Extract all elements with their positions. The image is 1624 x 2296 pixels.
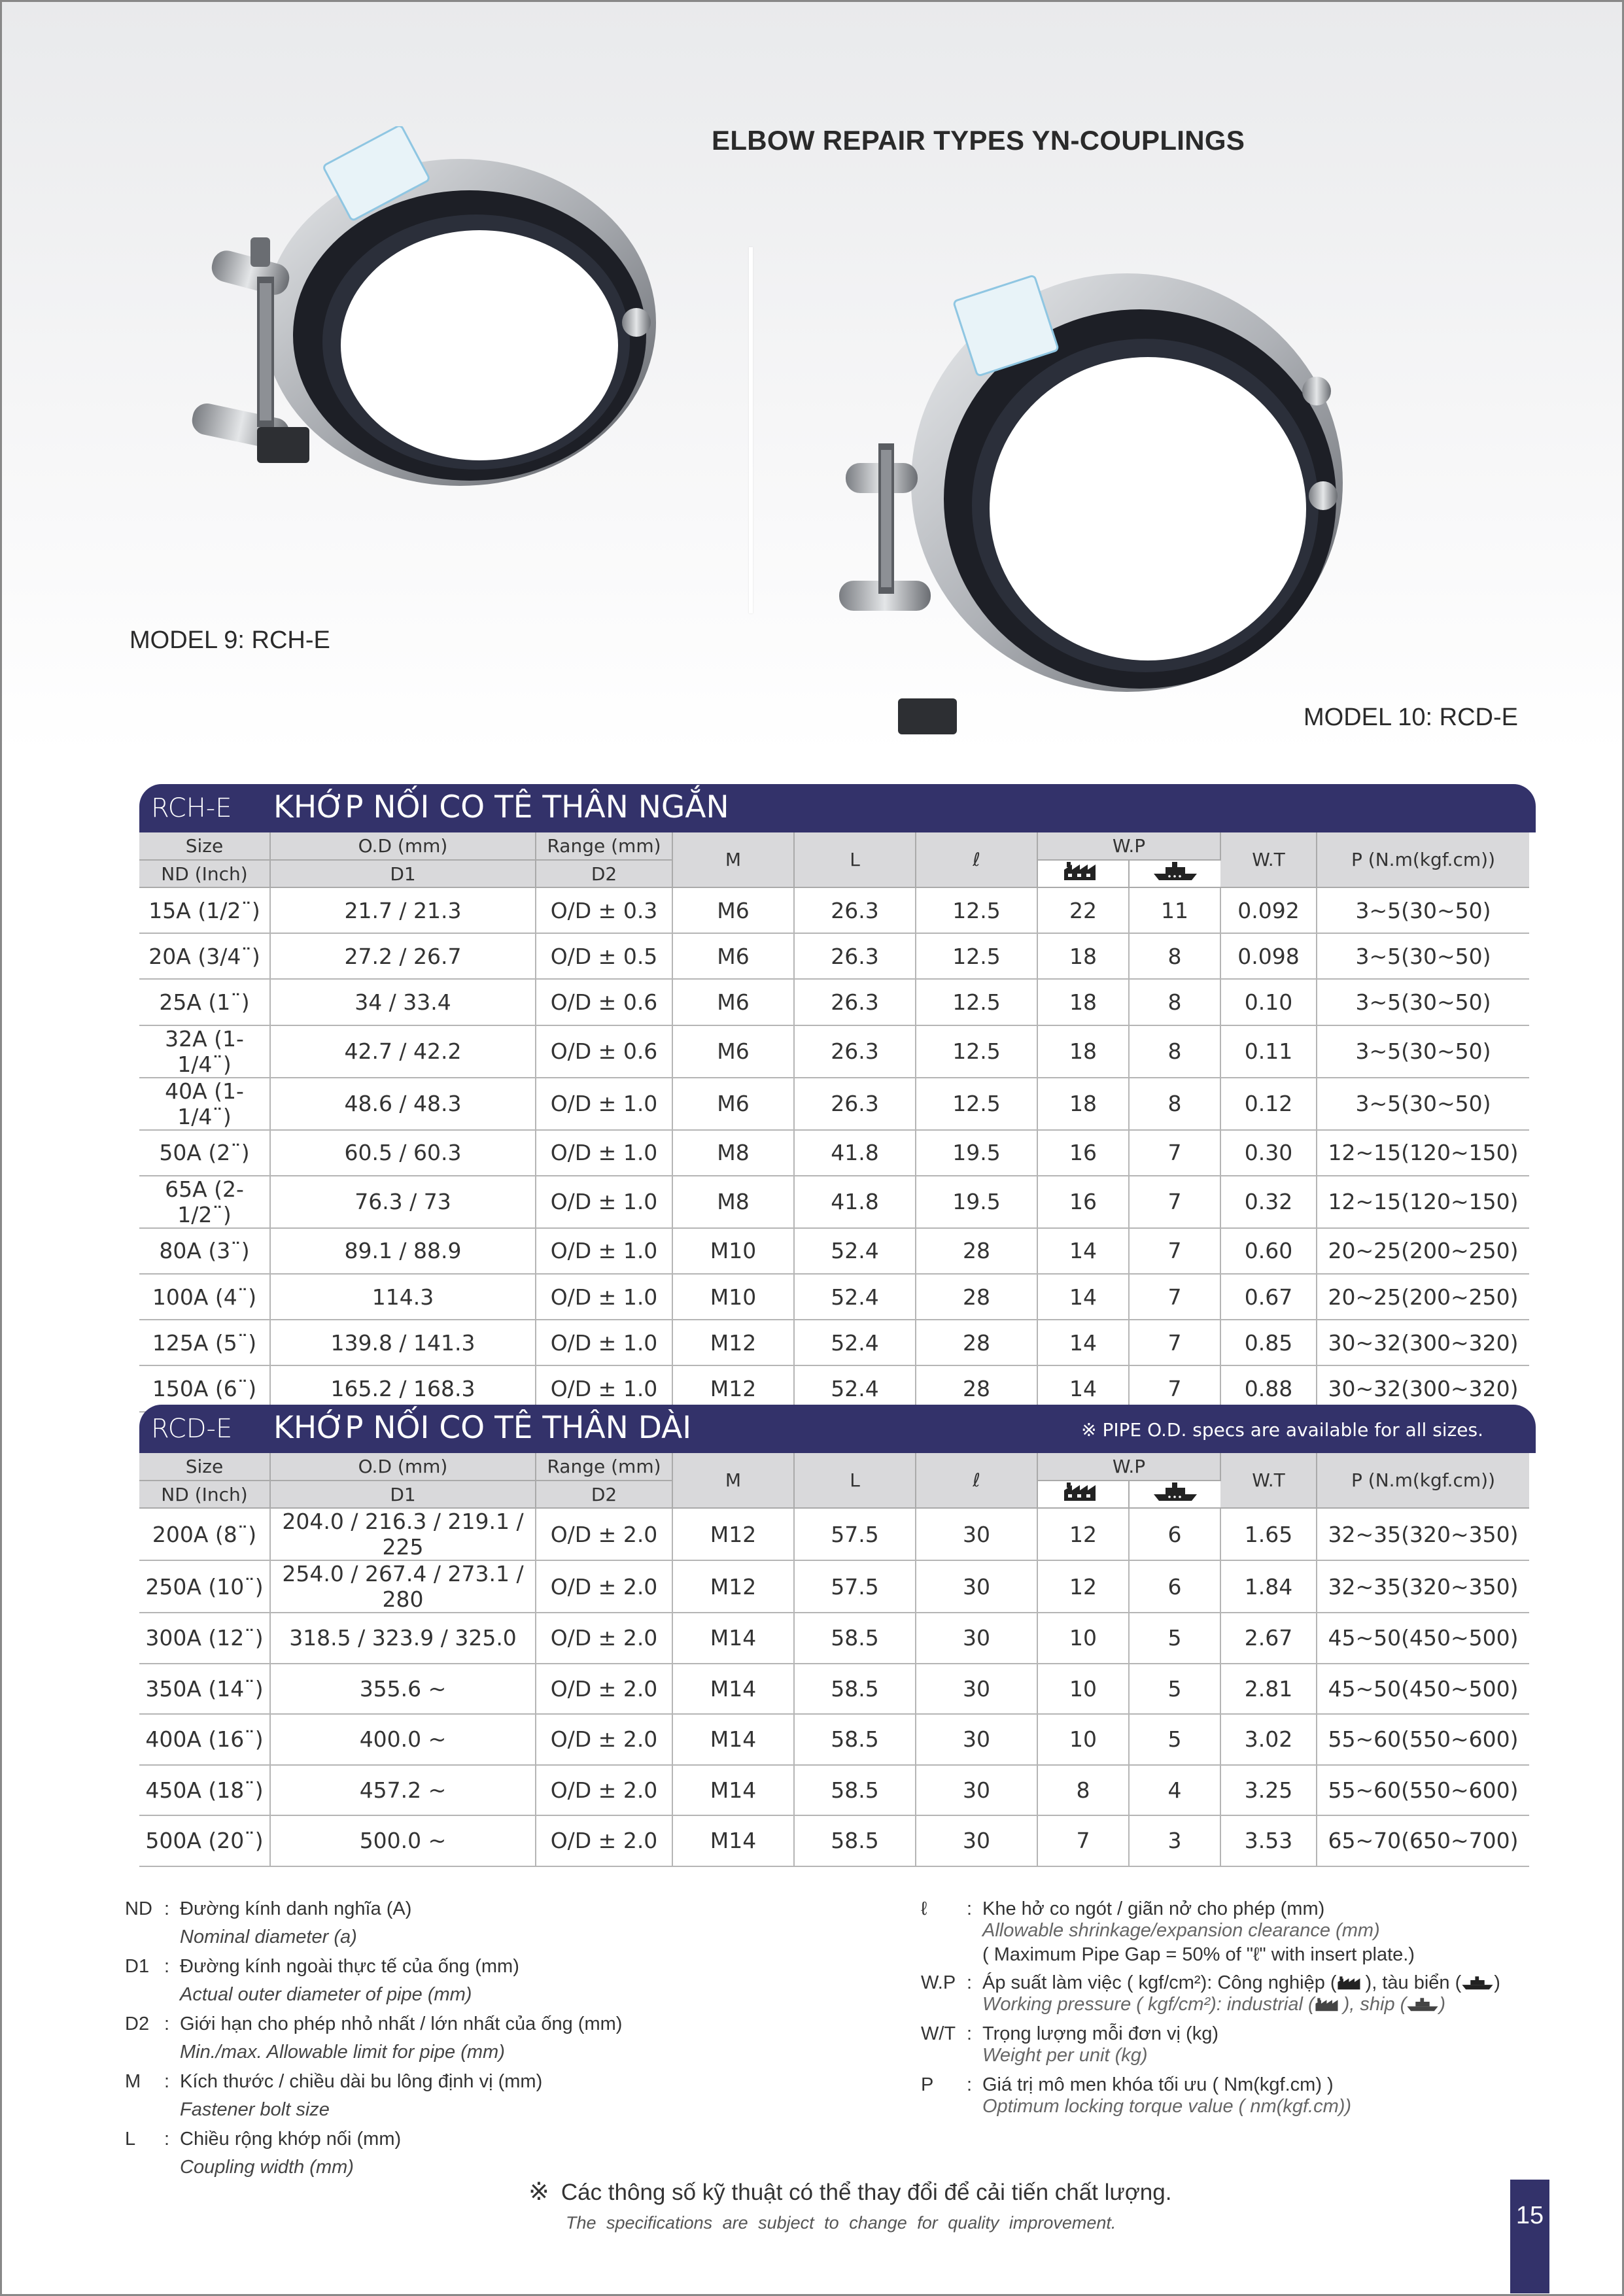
rcd-e-title-bar <box>139 1405 1536 1453</box>
cell-l: 41.8 <box>794 1130 916 1176</box>
legend-left <box>125 1898 622 2186</box>
cell-wt: 2.67 <box>1220 1613 1317 1664</box>
legend-item-m: M : Kích thước / chiều dài bu lông định vị (mm) <box>125 2071 543 2092</box>
cell-l: 57.5 <box>794 1508 916 1560</box>
cell-size: 32A (1-1/4¨) <box>139 1025 270 1078</box>
cell-l: 58.5 <box>794 1664 916 1715</box>
ship-icon <box>1406 1998 1439 2012</box>
cell-wt: 0.67 <box>1220 1274 1317 1320</box>
cell-d2: O/D ± 1.0 <box>536 1176 672 1228</box>
table-row <box>139 979 1529 1025</box>
cell-p: 3~5(30~50) <box>1317 1025 1529 1078</box>
cell-p: 3~5(30~50) <box>1317 933 1529 979</box>
cell-m: M6 <box>672 1078 794 1130</box>
table-row <box>139 887 1529 933</box>
cell-m: M12 <box>672 1508 794 1560</box>
cell-wp-ship: 7 <box>1129 1130 1220 1176</box>
cell-m: M6 <box>672 1025 794 1078</box>
legend-item-d1: D1 : Đường kính ngoài thực tế của ống (mm) <box>125 1956 519 1977</box>
legend-vi: Kích thước / chiều dài bu lông định vị (mm) <box>180 2071 543 2092</box>
rcd-e-table-body <box>139 1508 1529 1866</box>
cell-wp-ship: 8 <box>1129 933 1220 979</box>
col-nd: ND (Inch) <box>139 1481 270 1508</box>
cell-d1: 318.5 / 323.9 / 325.0 <box>270 1613 536 1664</box>
footer-note-en: The specifications are subject to change for quality improvement. <box>566 2213 1116 2233</box>
col-d2: D2 <box>536 860 672 887</box>
cell-size: 400A (16¨) <box>139 1714 270 1765</box>
cell-p: 32~35(320~350) <box>1317 1560 1529 1613</box>
ship-icon <box>1152 862 1198 882</box>
cell-wp-industrial: 14 <box>1037 1365 1129 1411</box>
cell-size: 500A (20¨) <box>139 1815 270 1866</box>
cell-d2: O/D ± 2.0 <box>536 1613 672 1664</box>
rcd-e-name: KHỚP NỐI CO TÊ THÂN DÀI <box>273 1410 692 1446</box>
cell-wp-ship: 7 <box>1129 1320 1220 1365</box>
cell-wt: 3.25 <box>1220 1765 1317 1816</box>
cell-m: M12 <box>672 1560 794 1613</box>
legend-right <box>921 1898 1500 2125</box>
cell-ell: 28 <box>916 1274 1037 1320</box>
cell-l: 52.4 <box>794 1365 916 1411</box>
cell-m: M14 <box>672 1664 794 1715</box>
cell-p: 65~70(650~700) <box>1317 1815 1529 1866</box>
cell-ell: 30 <box>916 1815 1037 1866</box>
cell-wp-ship: 4 <box>1129 1765 1220 1816</box>
cell-l: 26.3 <box>794 979 916 1025</box>
cell-p: 20~25(200~250) <box>1317 1228 1529 1274</box>
table-row <box>139 1078 1529 1130</box>
col-l: L <box>794 1453 916 1508</box>
legend-en: Fastener bolt size <box>180 2099 330 2120</box>
table-row <box>139 1274 1529 1320</box>
cell-l: 58.5 <box>794 1815 916 1866</box>
cell-d1: 89.1 / 88.9 <box>270 1228 536 1274</box>
cell-d2: O/D ± 0.6 <box>536 1025 672 1078</box>
col-d1: D1 <box>270 860 536 887</box>
factory-icon <box>1337 1976 1366 1991</box>
legend-key: W.P <box>921 1972 956 1993</box>
cell-d1: 48.6 / 48.3 <box>270 1078 536 1130</box>
cell-wp-industrial: 18 <box>1037 1078 1129 1130</box>
legend-item-nd: ND : Đường kính danh nghĩa (A) <box>125 1898 412 1919</box>
cell-ell: 30 <box>916 1560 1037 1613</box>
page-title: ELBOW REPAIR TYPES YN-COUPLINGS <box>712 125 1245 156</box>
cell-p: 12~15(120~150) <box>1317 1176 1529 1228</box>
cell-wp-industrial: 10 <box>1037 1714 1129 1765</box>
col-od: O.D (mm) <box>270 1453 536 1481</box>
cell-m: M14 <box>672 1613 794 1664</box>
cell-wt: 0.32 <box>1220 1176 1317 1228</box>
cell-size: 20A (3/4¨) <box>139 933 270 979</box>
cell-wp-ship: 6 <box>1129 1560 1220 1613</box>
cell-wp-industrial: 16 <box>1037 1176 1129 1228</box>
cell-d1: 139.8 / 141.3 <box>270 1320 536 1365</box>
legend-key: L <box>125 2129 136 2150</box>
cell-wp-ship: 11 <box>1129 887 1220 933</box>
cell-size: 150A (6¨) <box>139 1365 270 1411</box>
cell-ell: 19.5 <box>916 1130 1037 1176</box>
model-9-label: MODEL 9: RCH-E <box>130 626 330 654</box>
table-row <box>139 1613 1529 1664</box>
cell-p: 3~5(30~50) <box>1317 979 1529 1025</box>
cell-l: 58.5 <box>794 1765 916 1816</box>
legend-key: ℓ <box>921 1898 927 1919</box>
cell-wt: 1.65 <box>1220 1508 1317 1560</box>
cell-wt: 3.02 <box>1220 1714 1317 1765</box>
cell-ell: 28 <box>916 1320 1037 1365</box>
cell-ell: 30 <box>916 1664 1037 1715</box>
cell-ell: 12.5 <box>916 979 1037 1025</box>
rch-e-name: KHỚP NỐI CO TÊ THÂN NGẮN <box>273 789 729 825</box>
cell-p: 20~25(200~250) <box>1317 1274 1529 1320</box>
reference-mark: ※ <box>528 2178 549 2206</box>
cell-m: M8 <box>672 1176 794 1228</box>
cell-wt: 0.092 <box>1220 887 1317 933</box>
cell-wp-industrial: 12 <box>1037 1508 1129 1560</box>
col-range: Range (mm) <box>536 832 672 860</box>
cell-m: M6 <box>672 979 794 1025</box>
cell-ell: 30 <box>916 1508 1037 1560</box>
table-row <box>139 1508 1529 1560</box>
rcd-e-table-block <box>139 1405 1536 1867</box>
col-wp-industrial <box>1037 1481 1129 1508</box>
cell-d1: 60.5 / 60.3 <box>270 1130 536 1176</box>
col-nd: ND (Inch) <box>139 860 270 887</box>
rch-e-spec-table <box>139 832 1529 1413</box>
col-wt: W.T <box>1220 832 1317 887</box>
table-row <box>139 1714 1529 1765</box>
cell-l: 26.3 <box>794 933 916 979</box>
cell-m: M10 <box>672 1228 794 1274</box>
factory-icon <box>1315 1998 1343 2012</box>
legend-en: Working pressure ( kgf/cm²): industrial ( ), ship ( ) <box>982 1994 1445 2015</box>
cell-d1: 355.6 ~ <box>270 1664 536 1715</box>
rcd-e-note: ※ PIPE O.D. specs are available for all sizes. <box>1081 1419 1483 1441</box>
cell-l: 41.8 <box>794 1176 916 1228</box>
cell-p: 55~60(550~600) <box>1317 1714 1529 1765</box>
cell-wp-industrial: 18 <box>1037 933 1129 979</box>
col-m: M <box>672 1453 794 1508</box>
cell-ell: 12.5 <box>916 1078 1037 1130</box>
col-wp-ship <box>1129 1481 1220 1508</box>
legend-key: M <box>125 2071 141 2092</box>
cell-d2: O/D ± 1.0 <box>536 1365 672 1411</box>
col-d2: D2 <box>536 1481 672 1508</box>
table-row <box>139 1176 1529 1228</box>
table-row <box>139 1560 1529 1613</box>
cell-size: 300A (12¨) <box>139 1613 270 1664</box>
cell-wp-industrial: 10 <box>1037 1613 1129 1664</box>
table-row <box>139 1228 1529 1274</box>
cell-wp-industrial: 14 <box>1037 1320 1129 1365</box>
table-row <box>139 933 1529 979</box>
cell-d1: 500.0 ~ <box>270 1815 536 1866</box>
cell-d1: 27.2 / 26.7 <box>270 933 536 979</box>
legend-en: Optimum locking torque value ( nm(kgf.cm)) <box>982 2096 1352 2117</box>
cell-d1: 204.0 / 216.3 / 219.1 / 225 <box>270 1508 536 1560</box>
legend-key: ND <box>125 1898 152 1919</box>
legend-key: D2 <box>125 2013 150 2034</box>
cell-wt: 0.88 <box>1220 1365 1317 1411</box>
cell-m: M14 <box>672 1714 794 1765</box>
cell-size: 65A (2-1/2¨) <box>139 1176 270 1228</box>
cell-wt: 0.60 <box>1220 1228 1317 1274</box>
cell-d1: 114.3 <box>270 1274 536 1320</box>
cell-wp-industrial: 18 <box>1037 1025 1129 1078</box>
legend-vi: Giá trị mô men khóa tối ưu ( Nm(kgf.cm) ) <box>982 2074 1334 2095</box>
cell-wp-ship: 8 <box>1129 1025 1220 1078</box>
col-p: P (N.m(kgf.cm)) <box>1317 832 1529 887</box>
cell-size: 100A (4¨) <box>139 1274 270 1320</box>
legend-item-d2: D2 : Giới hạn cho phép nhỏ nhất / lớn nhất của ống (mm) <box>125 2013 623 2034</box>
cell-d1: 254.0 / 267.4 / 273.1 / 280 <box>270 1560 536 1613</box>
cell-wp-ship: 7 <box>1129 1274 1220 1320</box>
cell-size: 25A (1¨) <box>139 979 270 1025</box>
cell-d1: 42.7 / 42.2 <box>270 1025 536 1078</box>
cell-size: 80A (3¨) <box>139 1228 270 1274</box>
legend-en: Allowable shrinkage/expansion clearance (mm) <box>982 1920 1380 1941</box>
cell-p: 3~5(30~50) <box>1317 1078 1529 1130</box>
cell-wp-industrial: 18 <box>1037 979 1129 1025</box>
cell-wp-industrial: 12 <box>1037 1560 1129 1613</box>
cell-d2: O/D ± 0.6 <box>536 979 672 1025</box>
cell-d1: 34 / 33.4 <box>270 979 536 1025</box>
cell-d1: 76.3 / 73 <box>270 1176 536 1228</box>
table-row <box>139 1025 1529 1078</box>
cell-wt: 0.10 <box>1220 979 1317 1025</box>
cell-d1: 21.7 / 21.3 <box>270 887 536 933</box>
cell-m: M12 <box>672 1320 794 1365</box>
ship-icon <box>1152 1482 1198 1502</box>
cell-size: 15A (1/2¨) <box>139 887 270 933</box>
col-wp: W.P <box>1037 832 1220 860</box>
col-l: L <box>794 832 916 887</box>
cell-d2: O/D ± 0.5 <box>536 933 672 979</box>
cell-wt: 3.53 <box>1220 1815 1317 1866</box>
cell-d2: O/D ± 2.0 <box>536 1714 672 1765</box>
cell-m: M8 <box>672 1130 794 1176</box>
cell-wt: 0.30 <box>1220 1130 1317 1176</box>
cell-d2: O/D ± 0.3 <box>536 887 672 933</box>
cell-m: M14 <box>672 1815 794 1866</box>
cell-d2: O/D ± 2.0 <box>536 1508 672 1560</box>
cell-l: 26.3 <box>794 1025 916 1078</box>
cell-d2: O/D ± 1.0 <box>536 1228 672 1274</box>
cell-ell: 12.5 <box>916 887 1037 933</box>
legend-vi: Chiều rộng khớp nối (mm) <box>180 2129 402 2150</box>
cell-size: 350A (14¨) <box>139 1664 270 1715</box>
cell-wp-ship: 8 <box>1129 979 1220 1025</box>
legend-key: D1 <box>125 1956 150 1977</box>
vertical-divider <box>749 247 753 613</box>
col-ell: ℓ <box>916 832 1037 887</box>
rch-e-table-block <box>139 784 1536 1413</box>
cell-wp-ship: 7 <box>1129 1228 1220 1274</box>
cell-d2: O/D ± 2.0 <box>536 1664 672 1715</box>
cell-p: 45~50(450~500) <box>1317 1664 1529 1715</box>
cell-ell: 12.5 <box>916 933 1037 979</box>
cell-size: 125A (5¨) <box>139 1320 270 1365</box>
cell-d2: O/D ± 2.0 <box>536 1815 672 1866</box>
cell-wp-ship: 5 <box>1129 1613 1220 1664</box>
cell-wt: 0.12 <box>1220 1078 1317 1130</box>
footer-note <box>528 2177 1171 2206</box>
cell-wp-industrial: 7 <box>1037 1815 1129 1866</box>
cell-p: 30~32(300~320) <box>1317 1365 1529 1411</box>
cell-wp-ship: 6 <box>1129 1508 1220 1560</box>
legend-vi: Khe hở co ngót / giãn nở cho phép (mm) <box>982 1898 1325 1919</box>
cell-size: 250A (10¨) <box>139 1560 270 1613</box>
legend-en: Min./max. Allowable limit for pipe (mm) <box>180 2042 505 2063</box>
factory-icon <box>1063 862 1103 882</box>
cell-m: M12 <box>672 1365 794 1411</box>
coupling-rch-e-image <box>179 126 676 545</box>
cell-ell: 28 <box>916 1228 1037 1274</box>
legend-item-wp: W.P : Áp suất làm việc ( kgf/cm²): Công nghiệp ( ), tàu biển ( ) <box>921 1972 1500 1993</box>
rch-e-table-body <box>139 887 1529 1412</box>
cell-d2: O/D ± 1.0 <box>536 1274 672 1320</box>
cell-wt: 0.85 <box>1220 1320 1317 1365</box>
col-p: P (N.m(kgf.cm)) <box>1317 1453 1529 1508</box>
footer-note-vi: Các thông số kỹ thuật có thể thay đổi để cải tiến chất lượng. <box>561 2180 1172 2205</box>
cell-wp-industrial: 16 <box>1037 1130 1129 1176</box>
cell-wt: 1.84 <box>1220 1560 1317 1613</box>
cell-ell: 19.5 <box>916 1176 1037 1228</box>
cell-ell: 28 <box>916 1365 1037 1411</box>
cell-d2: O/D ± 1.0 <box>536 1320 672 1365</box>
cell-size: 40A (1-1/4¨) <box>139 1078 270 1130</box>
cell-wt: 0.098 <box>1220 933 1317 979</box>
ship-icon <box>1461 1976 1494 1991</box>
legend-vi: Áp suất làm việc ( kgf/cm²): Công nghiệp ( ), tàu biển ( ) <box>982 1972 1500 1993</box>
cell-l: 58.5 <box>794 1714 916 1765</box>
col-wp-industrial <box>1037 860 1129 887</box>
legend-item-p: P : Giá trị mô men khóa tối ưu ( Nm(kgf.cm) ) <box>921 2074 1334 2095</box>
col-wt: W.T <box>1220 1453 1317 1508</box>
coupling-rcd-e-image <box>833 247 1356 744</box>
rch-e-code: RCH-E <box>151 793 232 823</box>
cell-l: 58.5 <box>794 1613 916 1664</box>
cell-l: 52.4 <box>794 1274 916 1320</box>
cell-wp-ship: 3 <box>1129 1815 1220 1866</box>
cell-ell: 30 <box>916 1613 1037 1664</box>
cell-l: 52.4 <box>794 1320 916 1365</box>
cell-p: 55~60(550~600) <box>1317 1765 1529 1816</box>
cell-d1: 165.2 / 168.3 <box>270 1365 536 1411</box>
col-wp: W.P <box>1037 1453 1220 1481</box>
rcd-e-code: RCD-E <box>151 1414 233 1444</box>
cell-d2: O/D ± 1.0 <box>536 1078 672 1130</box>
legend-vi: Đường kính danh nghĩa (A) <box>180 1898 412 1919</box>
rch-e-title-bar <box>139 784 1536 832</box>
legend-key: W/T <box>921 2023 956 2044</box>
cell-l: 26.3 <box>794 887 916 933</box>
cell-size: 50A (2¨) <box>139 1130 270 1176</box>
table-row <box>139 1765 1529 1816</box>
cell-l: 26.3 <box>794 1078 916 1130</box>
legend-vi: Trọng lượng mỗi đơn vị (kg) <box>982 2023 1218 2044</box>
cell-d2: O/D ± 2.0 <box>536 1765 672 1816</box>
col-m: M <box>672 832 794 887</box>
legend-item-wt: W/T : Trọng lượng mỗi đơn vị (kg) <box>921 2023 1218 2044</box>
cell-wp-ship: 5 <box>1129 1664 1220 1715</box>
table-row <box>139 1815 1529 1866</box>
legend-en: Weight per unit (kg) <box>982 2045 1148 2066</box>
cell-wp-industrial: 10 <box>1037 1664 1129 1715</box>
cell-ell: 30 <box>916 1765 1037 1816</box>
cell-d2: O/D ± 1.0 <box>536 1130 672 1176</box>
table-row <box>139 1664 1529 1715</box>
cell-m: M14 <box>672 1765 794 1816</box>
cell-m: M10 <box>672 1274 794 1320</box>
col-size: Size <box>139 1453 270 1481</box>
legend-item-l: L : Chiều rộng khớp nối (mm) <box>125 2129 402 2150</box>
model-10-label: MODEL 10: RCD-E <box>1304 704 1518 731</box>
cell-p: 32~35(320~350) <box>1317 1508 1529 1560</box>
table-row <box>139 1130 1529 1176</box>
cell-size: 200A (8¨) <box>139 1508 270 1560</box>
col-range: Range (mm) <box>536 1453 672 1481</box>
cell-m: M6 <box>672 887 794 933</box>
legend-gap-note: ( Maximum Pipe Gap = 50% of "ℓ" with insert plate.) <box>982 1944 1415 1965</box>
legend-vi: Giới hạn cho phép nhỏ nhất / lớn nhất của ống (mm) <box>180 2013 623 2034</box>
cell-wp-industrial: 22 <box>1037 887 1129 933</box>
table-row <box>139 1320 1529 1365</box>
col-ell: ℓ <box>916 1453 1037 1508</box>
cell-wp-ship: 5 <box>1129 1714 1220 1765</box>
cell-l: 52.4 <box>794 1228 916 1274</box>
cell-p: 12~15(120~150) <box>1317 1130 1529 1176</box>
legend-en: Actual outer diameter of pipe (mm) <box>180 1984 472 2005</box>
legend-key: P <box>921 2074 934 2095</box>
cell-d2: O/D ± 2.0 <box>536 1560 672 1613</box>
cell-ell: 12.5 <box>916 1025 1037 1078</box>
col-d1: D1 <box>270 1481 536 1508</box>
cell-p: 3~5(30~50) <box>1317 887 1529 933</box>
cell-wp-industrial: 8 <box>1037 1765 1129 1816</box>
cell-m: M6 <box>672 933 794 979</box>
legend-vi: Đường kính ngoài thực tế của ống (mm) <box>180 1956 519 1977</box>
col-wp-ship <box>1129 860 1220 887</box>
factory-icon <box>1063 1482 1103 1502</box>
cell-wp-industrial: 14 <box>1037 1228 1129 1274</box>
cell-size: 450A (18¨) <box>139 1765 270 1816</box>
cell-wp-ship: 8 <box>1129 1078 1220 1130</box>
cell-wp-industrial: 14 <box>1037 1274 1129 1320</box>
legend-en: Nominal diameter (a) <box>180 1927 357 1947</box>
page-number: 15 <box>1510 2180 1549 2293</box>
rcd-e-spec-table <box>139 1453 1529 1867</box>
col-size: Size <box>139 832 270 860</box>
cell-p: 45~50(450~500) <box>1317 1613 1529 1664</box>
cell-d1: 457.2 ~ <box>270 1765 536 1816</box>
cell-wt: 0.11 <box>1220 1025 1317 1078</box>
col-od: O.D (mm) <box>270 832 536 860</box>
legend-item-ell: ℓ : Khe hở co ngót / giãn nở cho phép (mm) <box>921 1898 1325 1919</box>
cell-l: 57.5 <box>794 1560 916 1613</box>
cell-wp-ship: 7 <box>1129 1365 1220 1411</box>
cell-wt: 2.81 <box>1220 1664 1317 1715</box>
cell-wp-ship: 7 <box>1129 1176 1220 1228</box>
cell-d1: 400.0 ~ <box>270 1714 536 1765</box>
legend-en: Coupling width (mm) <box>180 2157 354 2178</box>
cell-p: 30~32(300~320) <box>1317 1320 1529 1365</box>
cell-ell: 30 <box>916 1714 1037 1765</box>
